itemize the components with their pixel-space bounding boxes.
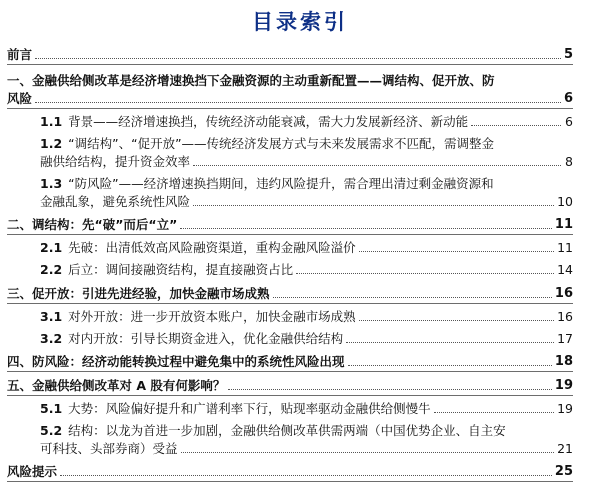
dot-leader (273, 297, 552, 298)
toc-entry[interactable] (7, 46, 573, 65)
toc-entry-text: “调结构”、“促开放”——传统经济发展方式与未来发展需求不匹配，需调整金 (68, 136, 495, 151)
toc-page-number: 19 (554, 378, 573, 393)
toc-entry-text: 前言 (7, 47, 33, 62)
dot-leader (181, 452, 555, 453)
toc-entry-number: 3.2 (40, 331, 63, 346)
toc-entry[interactable] (7, 463, 573, 482)
toc-page-number: 16 (557, 309, 573, 324)
toc-page-number: 10 (557, 194, 573, 209)
dot-leader (359, 251, 554, 252)
toc-page-number: 5 (563, 47, 573, 62)
toc-page-number: 16 (554, 286, 573, 301)
toc-entry-text: 风险 (7, 91, 33, 106)
toc-entry[interactable] (7, 400, 573, 418)
dot-leader (296, 273, 554, 274)
toc-entry-number: 1.2 (40, 136, 63, 151)
toc-entry-text: 对内开放：引导长期资金进入，优化金融供给结构 (68, 331, 344, 346)
toc-page-number: 11 (557, 240, 573, 255)
toc-entry-text: 金融乱象，避免系统性风险 (40, 194, 191, 209)
toc-entry-text: 后立：调间接融资结构，提直接融资占比 (68, 262, 294, 277)
dot-leader (35, 58, 561, 59)
dot-leader (348, 365, 552, 366)
toc-entry-text: 先破：出清低效高风险融资渠道，重构金融风险溢价 (68, 240, 356, 255)
toc-entry-number: 1.1 (40, 114, 63, 129)
toc-entry-text: 五、金融供给侧改革对 A 股有何影响？ (7, 378, 226, 393)
toc-entry-text: 大势：风险偏好提升和广谱利率下行，贴现率驱动金融供给侧慢牛 (68, 401, 431, 416)
toc-entry[interactable] (7, 330, 573, 348)
dot-leader (193, 165, 561, 166)
toc-page-number: 17 (557, 331, 573, 346)
toc-entry[interactable] (7, 353, 573, 372)
dot-leader (434, 412, 554, 413)
toc-entry[interactable] (7, 261, 573, 279)
toc-entry-text: 可科技、头部券商）受益 (40, 441, 178, 456)
toc-entry-text: 结构：以龙为首进一步加剧，金融供给侧改革供需两端（中国优势企业、自主安 (68, 423, 506, 438)
toc-entry[interactable] (7, 308, 573, 326)
toc-entry-text: 风险提示 (7, 464, 58, 479)
table-of-contents (7, 42, 573, 482)
toc-title: 目录索引 (252, 10, 348, 34)
toc-page-number: 6 (563, 91, 573, 106)
toc-entry-number: 2.2 (40, 262, 63, 277)
toc-entry-text: 背景——经济增速换挡，传统经济动能衰减，需大力发展新经济、新动能 (68, 114, 469, 129)
toc-entry-number: 3.1 (40, 309, 63, 324)
toc-entry-number: 5.2 (40, 423, 63, 438)
toc-page-number: 14 (557, 262, 573, 277)
toc-page-number: 25 (554, 464, 573, 479)
toc-entry[interactable] (7, 175, 573, 211)
toc-entry[interactable] (7, 216, 573, 235)
dot-leader (471, 125, 561, 126)
toc-entry-number: 2.1 (40, 240, 63, 255)
toc-entry[interactable] (7, 377, 573, 396)
dot-leader (228, 389, 552, 390)
toc-page-number: 19 (557, 401, 573, 416)
toc-entry-text: 四、防风险：经济动能转换过程中避免集中的系统性风险出现 (7, 354, 345, 369)
toc-entry[interactable] (7, 239, 573, 257)
toc-page-number: 8 (565, 154, 573, 169)
toc-entry-text: 融供给结构，提升资金效率 (40, 154, 191, 169)
toc-entry-text: 对外开放：进一步开放资本账户，加快金融市场成熟 (68, 309, 356, 324)
toc-entry[interactable] (7, 135, 573, 171)
dot-leader (35, 102, 561, 103)
toc-entry-text: “防风险”——经济增速换挡期间，违约风险提升，需合理出清过剩金融资源和 (68, 176, 494, 191)
dot-leader (193, 205, 554, 206)
dot-leader (180, 228, 552, 229)
toc-entry-text: 一、金融供给侧改革是经济增速换挡下金融资源的主动重新配置——调结构、促开放、防 (7, 73, 495, 88)
dot-leader (60, 475, 552, 476)
toc-entry[interactable] (7, 72, 573, 109)
dot-leader (359, 320, 554, 321)
toc-entry[interactable] (7, 285, 573, 304)
toc-entry-number: 1.3 (40, 176, 63, 191)
toc-page-number: 21 (557, 441, 573, 456)
toc-entry[interactable] (7, 113, 573, 131)
toc-entry-text: 二、调结构：先“破”而后“立” (7, 217, 178, 232)
toc-page-number: 11 (554, 217, 573, 232)
dot-leader (346, 342, 554, 343)
toc-entry-number: 5.1 (40, 401, 63, 416)
toc-entry[interactable] (7, 422, 573, 458)
toc-page-number: 6 (565, 114, 573, 129)
toc-page-number: 18 (554, 354, 573, 369)
toc-entry-text: 三、促开放：引进先进经验，加快金融市场成熟 (7, 286, 270, 301)
